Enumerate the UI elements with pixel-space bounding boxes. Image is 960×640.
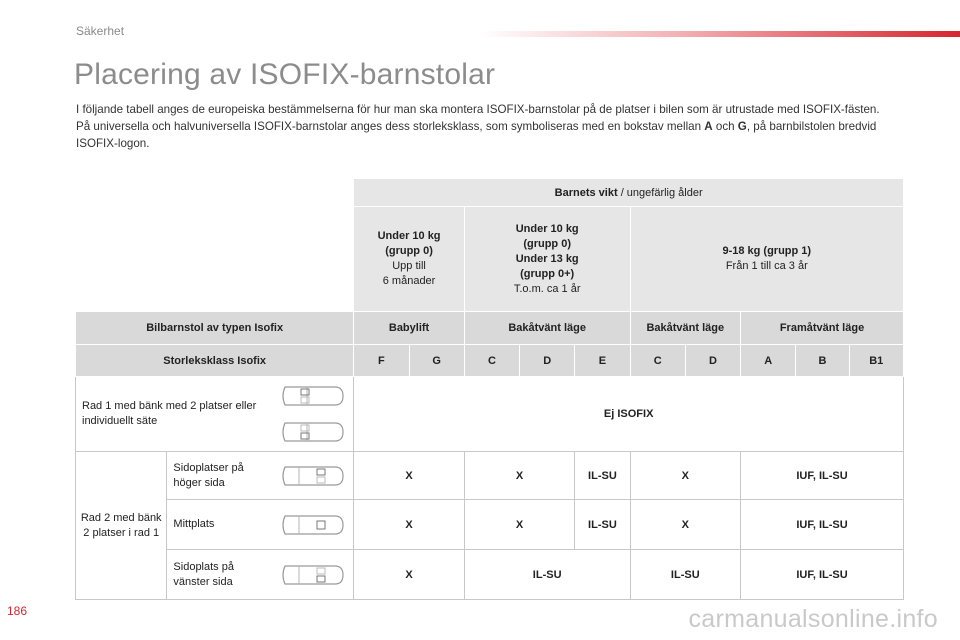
row2a-label: Sidoplatser på höger sida (173, 461, 244, 489)
row1-label-cell (76, 377, 354, 452)
intro-paragraph-1: I följande tabell anges de europeiska bestämmelserna för hur man ska montera ISOFIX-barnstolar på de platser i bilen som är utrustade med ISOFIX-fästen. (76, 103, 880, 116)
size-class-cell: F (354, 345, 409, 377)
row2c-value-3: IL-SU (630, 550, 741, 600)
row2a-label-cell (167, 452, 354, 500)
row2c-label-cell (167, 550, 354, 600)
group-1-header: 9-18 kg (grupp 1) Från 1 till ca 3 år (630, 207, 903, 312)
row2c-value-4: IUF, IL-SU (741, 550, 904, 600)
row2b-value-5: IUF, IL-SU (741, 500, 904, 550)
group-0-header: Under 10 kg (grupp 0) Upp till 6 månader (354, 207, 465, 312)
row2b-label: Mittplats (173, 518, 215, 530)
row2b-value-4: X (630, 500, 741, 550)
section-label: Säkerhet (76, 24, 125, 38)
car-seat-diagram (277, 381, 347, 447)
car-top-view-middle-seat-icon (277, 510, 347, 540)
row2a-value-2: X (464, 452, 575, 500)
size-class-cell: D (685, 345, 740, 377)
size-class-label: Storleksklass Isofix (76, 345, 354, 377)
type-babylift: Babylift (354, 312, 465, 345)
row2a-value-4: X (630, 452, 741, 500)
row2c-value-2: IL-SU (464, 550, 630, 600)
type-forward: Framåtvänt läge (741, 312, 904, 345)
size-class-cell: B (796, 345, 849, 377)
table-corner-blank (76, 207, 354, 312)
header-accent-bar (480, 31, 960, 37)
size-class-cell: C (630, 345, 685, 377)
row2a-value-1: X (354, 452, 465, 500)
watermark: carmanualsonline.info (688, 605, 938, 633)
intro-paragraph-2: På universella och halvuniversella ISOFIX-barnstolar anges dess storleksklass, som symboliseras med en bokstav mellan A och G, på barnbilstolen bredvid ISOFIX-logon. (76, 120, 877, 150)
size-class-cell: B1 (849, 345, 903, 377)
weight-header: Barnets vikt / ungefärlig ålder (354, 179, 904, 207)
row2b-value-2: X (464, 500, 575, 550)
type-rearward-1: Bakåtvänt läge (464, 312, 630, 345)
size-class-cell: E (575, 345, 630, 377)
car-top-view-front-seat-icon (277, 417, 347, 447)
isofix-table (75, 178, 904, 600)
row2b-value-1: X (354, 500, 465, 550)
group-0plus-header: Under 10 kg (grupp 0) Under 13 kg (grupp 0+) T.o.m. ca 1 år (464, 207, 630, 312)
row2c-label: Sidoplats på vänster sida (173, 560, 234, 588)
size-class-cell: D (520, 345, 575, 377)
page-title: Placering av ISOFIX-barnstolar (74, 58, 496, 91)
car-top-view-right-seat-icon (277, 461, 347, 491)
type-rearward-2: Bakåtvänt läge (630, 312, 741, 345)
size-class-cell: A (741, 345, 796, 377)
row2a-value-3: IL-SU (575, 452, 630, 500)
car-top-view-front-seat-icon (277, 381, 347, 411)
size-class-cell: C (464, 345, 519, 377)
row2b-value-3: IL-SU (575, 500, 630, 550)
seat-type-label: Bilbarnstol av typen Isofix (76, 312, 354, 345)
row1-value: Ej ISOFIX (354, 377, 904, 452)
intro-text (76, 101, 906, 152)
row2c-value-1: X (354, 550, 465, 600)
row2b-label-cell (167, 500, 354, 550)
table-corner-blank (76, 179, 354, 207)
car-top-view-left-seat-icon (277, 560, 347, 590)
row2a-value-5: IUF, IL-SU (741, 452, 904, 500)
size-class-cell: G (409, 345, 464, 377)
page-number: 186 (7, 604, 28, 618)
row1-label: Rad 1 med bänk med 2 platser eller individuellt säte (82, 400, 257, 427)
row2-label: Rad 2 med bänk 2 platser i rad 1 (76, 452, 167, 600)
